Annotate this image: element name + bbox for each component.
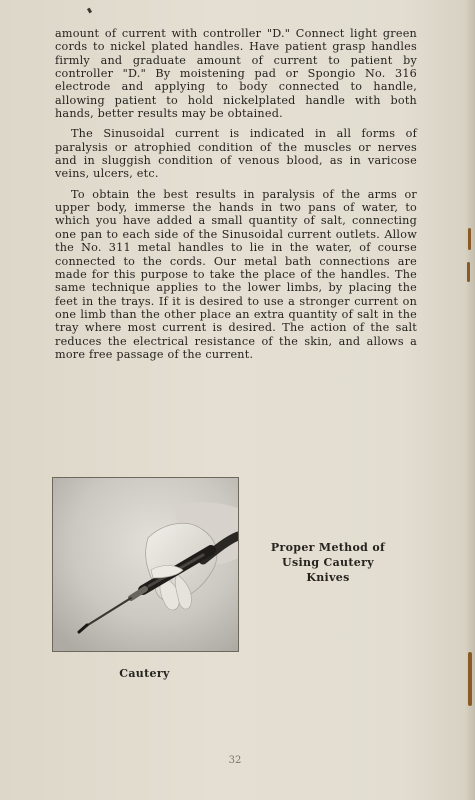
side-caption-line: Proper Method of [270, 541, 386, 554]
figure-caption: Cautery [119, 667, 170, 680]
binding-clip [468, 652, 472, 706]
cautery-photo [52, 477, 239, 652]
binding-clip [467, 262, 470, 282]
page-number: 32 [228, 755, 242, 766]
paragraph-continued: amount of current with controller "D." Connect light green cords to nickel plated handles. Have patient grasp handles firmly and graduate amount of current to patient by controller "D." By moistening pad or Spongio No. 316 electrode and applying to body connected to handle, allowing patient to hold nickelplated handle with both hands, better results may be obtained. [55, 27, 417, 121]
side-caption [268, 540, 388, 585]
binding-clip [468, 228, 471, 250]
ink-mark [87, 8, 92, 14]
paragraph-paralysis: To obtain the best results in paralysis of the arms or upper body, immerse the hands in two pans of water, to which you have added a small quantity of salt, connecting one pan to each side of the Sinusoidal current outlets. Allow the No. 311 metal handles to lie in the water, of course connected to the cords. Our metal bath connections are made for this purpose to take the place of the handles. The same technique applies to the lower limbs, by placing the feet in the trays. If it is desired to use a stronger current on one limb than the other place an extra quantity of salt in the tray where most current is desired. The action of the salt reduces the electrical resistance of the skin, and allows a more free passage of the current. [55, 187, 417, 361]
side-caption-line: Knives [306, 571, 350, 584]
hand-holding-cautery-icon [53, 478, 238, 651]
paragraph-sinusoidal: The Sinusoidal current is indicated in all forms of paralysis or atrophied condition of the muscles or nerves and in sluggish condition of venous blood, as in varicose veins, ulcers, etc. [55, 127, 417, 181]
side-caption-line: Using Cautery [282, 556, 374, 569]
body-text [55, 27, 417, 368]
